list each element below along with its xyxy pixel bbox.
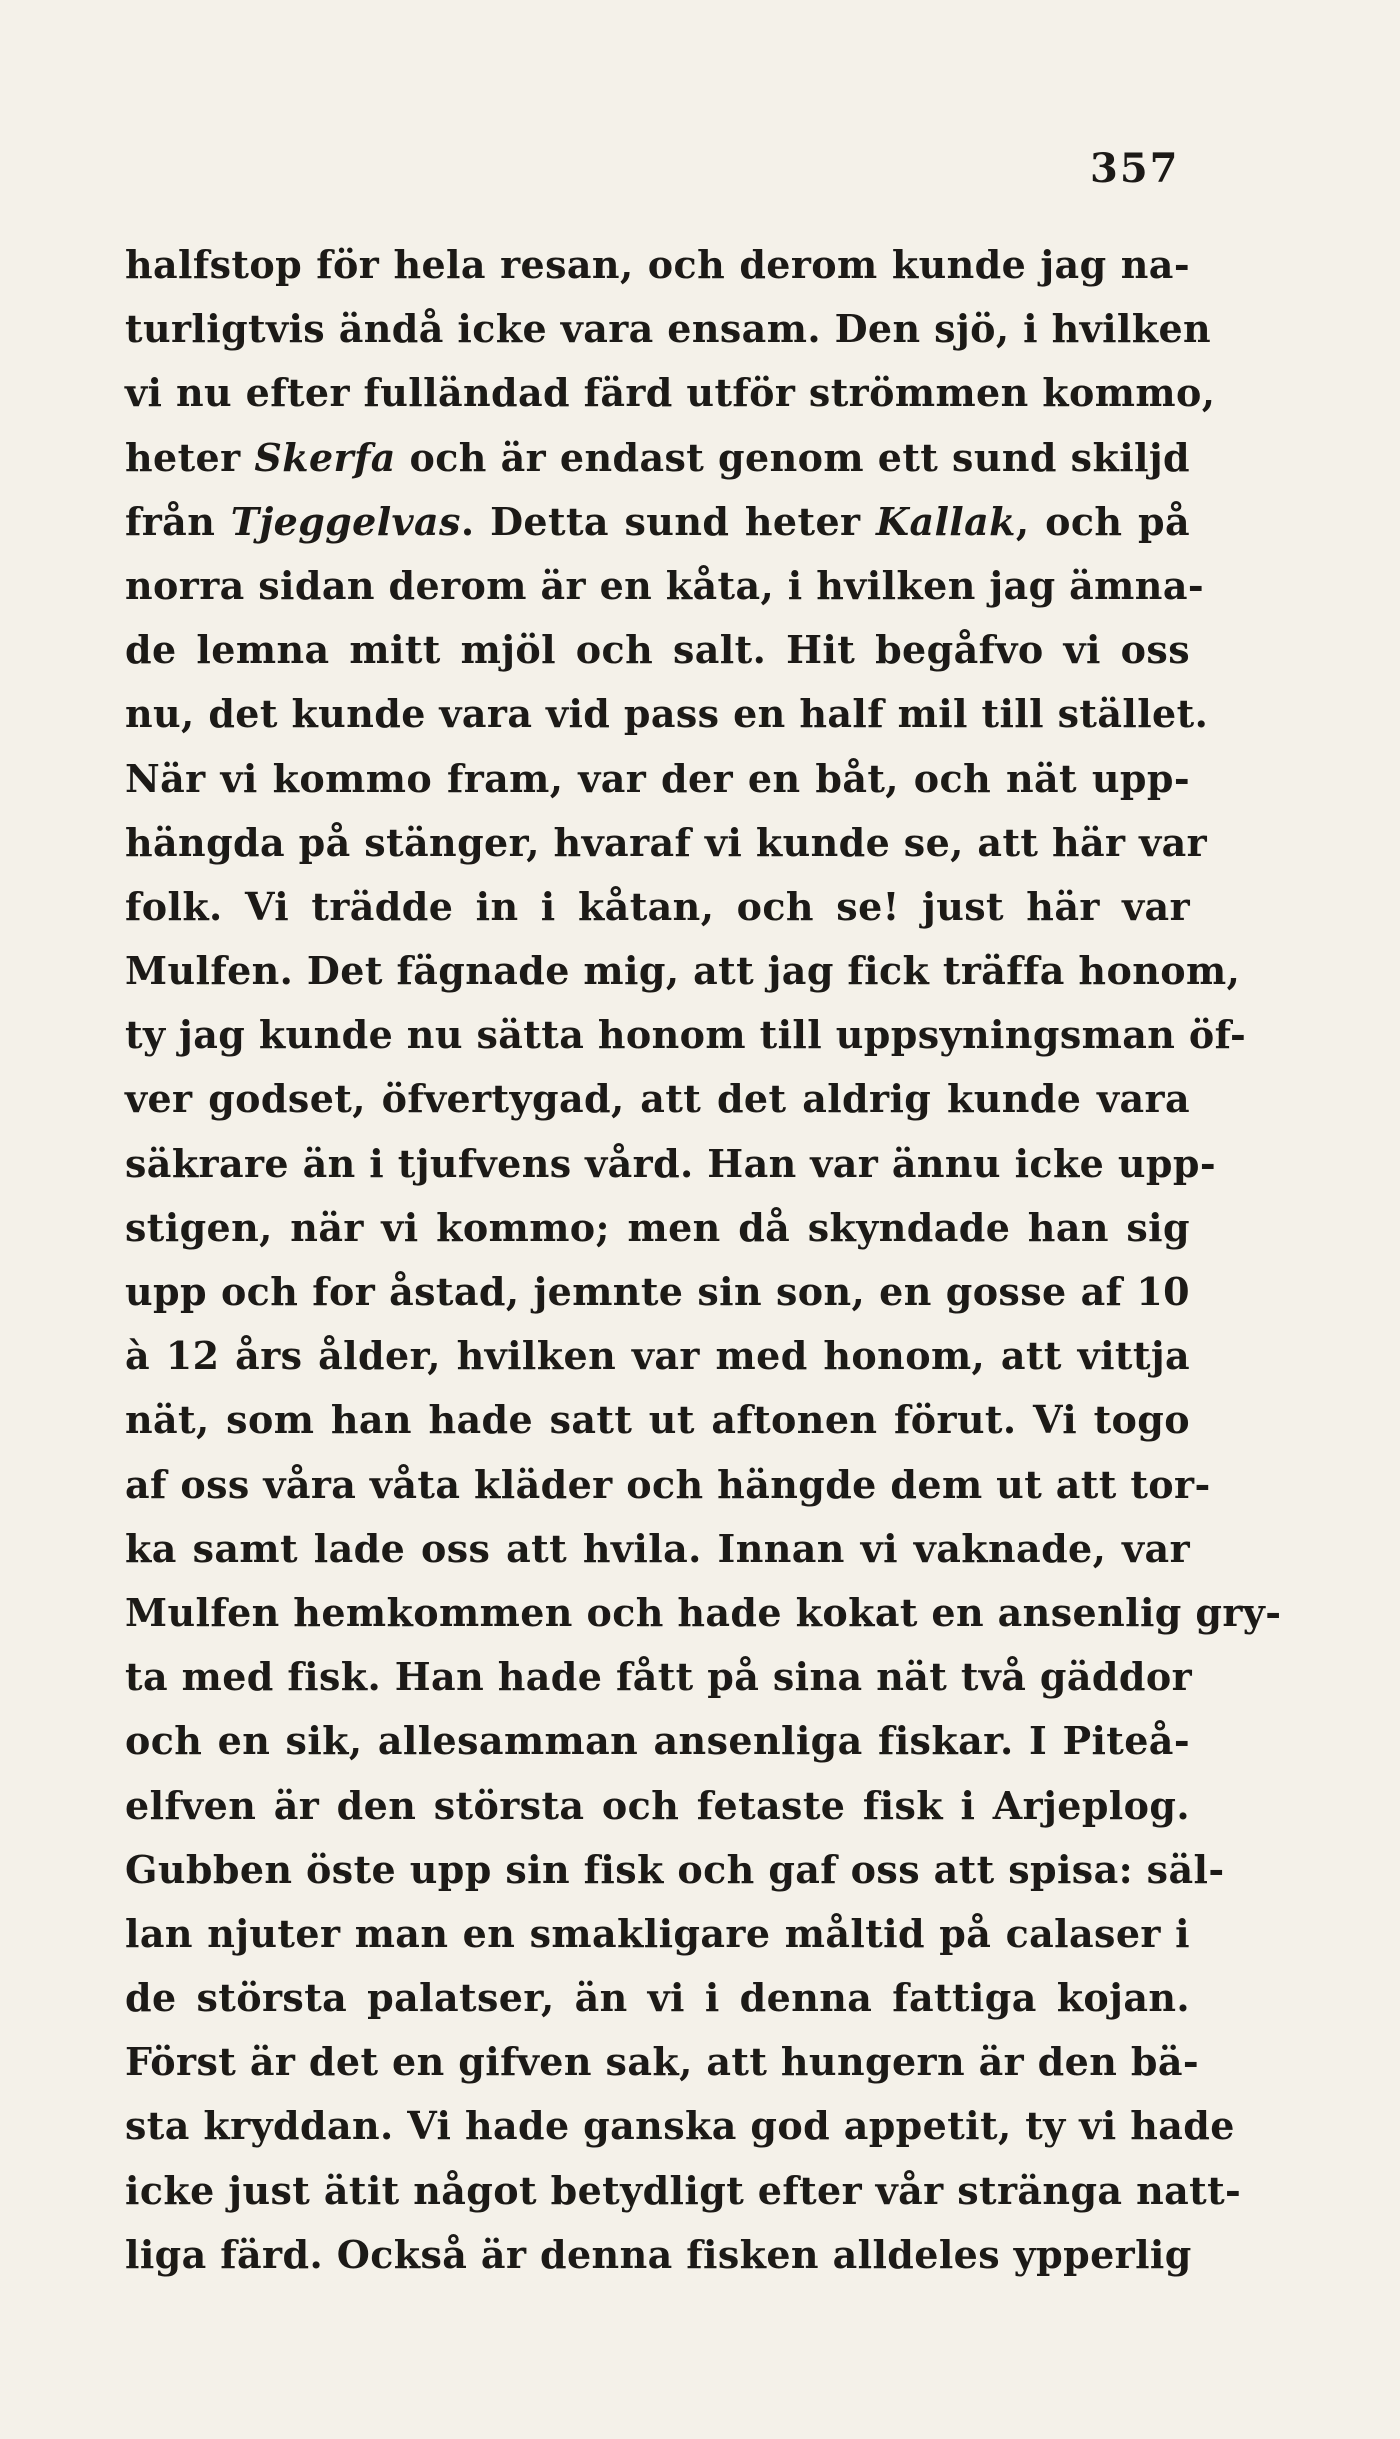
italic-place-name: Kallak: [876, 498, 1016, 544]
text-line: [125, 297, 1212, 361]
text-segment: Först är det en gifven sak, att hungern är den bä-: [125, 2039, 1200, 2085]
text-line: [125, 1067, 1190, 1131]
text-segment: folk. Vi trädde in i kåtan, och se! just här var: [125, 883, 1190, 929]
text-line: [125, 1581, 1282, 1645]
text-segment: Mulfen. Det fägnade mig, att jag fick träffa honom,: [125, 948, 1241, 994]
text-line: [125, 811, 1208, 875]
text-line: [125, 554, 1205, 618]
text-line: [125, 1132, 1217, 1196]
text-line: [125, 2094, 1235, 2158]
text-segment: ka samt lade oss att hvila. Innan vi vaknade, var: [125, 1525, 1190, 1571]
text-segment: . Detta sund heter: [460, 498, 877, 544]
text-segment: ta med fisk. Han hade fått på sina nät två gäddor: [125, 1654, 1193, 1700]
text-line: [125, 1260, 1190, 1324]
text-line: [125, 233, 1190, 297]
text-segment: och en sik, allesamman ansenliga fiskar. I Piteå-: [125, 1718, 1190, 1764]
italic-place-name: Tjeggelvas: [230, 498, 461, 544]
text-segment: nät, som han hade satt ut aftonen förut. Vi togo: [125, 1397, 1190, 1443]
page-number: 357: [1090, 145, 1180, 192]
text-segment: säkrare än i tjufvens vård. Han var ännu icke upp-: [125, 1140, 1217, 1186]
text-segment: stigen, när vi kommo; men då skyndade han sig: [125, 1204, 1190, 1250]
text-segment: à 12 års ålder, hvilken var med honom, att vittja: [125, 1333, 1190, 1379]
text-line: [125, 747, 1190, 811]
text-line: [125, 1453, 1211, 1517]
text-line: [125, 1517, 1190, 1581]
text-segment: ty jag kunde nu sätta honom till uppsyningsman öf-: [125, 1012, 1247, 1058]
text-segment: heter: [125, 434, 255, 480]
text-line: [125, 2159, 1242, 2223]
text-segment: och är endast genom ett sund skiljd: [395, 434, 1190, 480]
text-line: [125, 1324, 1190, 1388]
text-segment: icke just ätit något betydligt efter vår stränga natt-: [125, 2167, 1242, 2213]
text-segment: vi nu efter fulländad färd utför strömmen kommo,: [125, 370, 1216, 416]
text-segment: nu, det kunde vara vid pass en half mil till stället.: [125, 691, 1209, 737]
text-line: [125, 1902, 1190, 1966]
text-line: [125, 1774, 1190, 1838]
text-segment: , och på: [1015, 498, 1190, 544]
text-segment: upp och for åstad, jemnte sin son, en gosse af 10: [125, 1269, 1190, 1314]
text-segment: elfven är den största och fetaste fisk i Arjeplog.: [125, 1782, 1190, 1828]
text-line: [125, 2223, 1190, 2287]
text-line: [125, 1838, 1225, 1902]
text-line: [125, 939, 1241, 1003]
text-segment: af oss våra våta kläder och hängde dem ut att tor-: [125, 1461, 1211, 1507]
text-segment: ver godset, öfvertygad, att det aldrig kunde vara: [125, 1076, 1190, 1122]
text-segment: sta kryddan. Vi hade ganska god appetit, ty vi hade: [125, 2103, 1235, 2149]
italic-place-name: Skerfa: [254, 434, 396, 480]
text-line: [125, 875, 1190, 939]
text-segment: Gubben öste upp sin fisk och gaf oss att spisa: säl-: [125, 1846, 1225, 1892]
text-line: [125, 2030, 1200, 2094]
text-line: [125, 426, 1190, 490]
text-segment: de lemna mitt mjöl och salt. Hit begåfvo vi oss: [125, 627, 1190, 673]
text-segment: från: [125, 498, 231, 544]
text-line: [125, 1709, 1190, 1773]
text-line: [125, 618, 1190, 682]
text-segment: de största palatser, än vi i denna fattiga kojan.: [125, 1975, 1190, 2021]
text-segment: norra sidan derom är en kåta, i hvilken jag ämna-: [125, 562, 1205, 608]
text-line: [125, 1645, 1193, 1709]
text-segment: När vi kommo fram, var der en båt, och nät upp-: [125, 755, 1190, 801]
text-line: [125, 1003, 1247, 1067]
text-segment: Mulfen hemkommen och hade kokat en ansenlig gry-: [125, 1589, 1282, 1635]
text-segment: turligtvis ändå icke vara ensam. Den sjö, i hvilken: [125, 306, 1212, 352]
text-line: [125, 1196, 1190, 1260]
text-line: [125, 361, 1216, 425]
text-line: [125, 490, 1190, 554]
text-segment: liga färd. Också är denna fisken alldeles ypperlig: [125, 2231, 1192, 2277]
text-segment: halfstop för hela resan, och derom kunde jag na-: [125, 242, 1190, 287]
text-line: [125, 1966, 1190, 2030]
text-line: [125, 1388, 1190, 1452]
body-text: [125, 233, 1282, 2287]
text-segment: hängda på stänger, hvaraf vi kunde se, att här var: [125, 819, 1208, 865]
text-segment: lan njuter man en smakligare måltid på calaser i: [125, 1910, 1190, 1956]
text-line: [125, 682, 1209, 746]
